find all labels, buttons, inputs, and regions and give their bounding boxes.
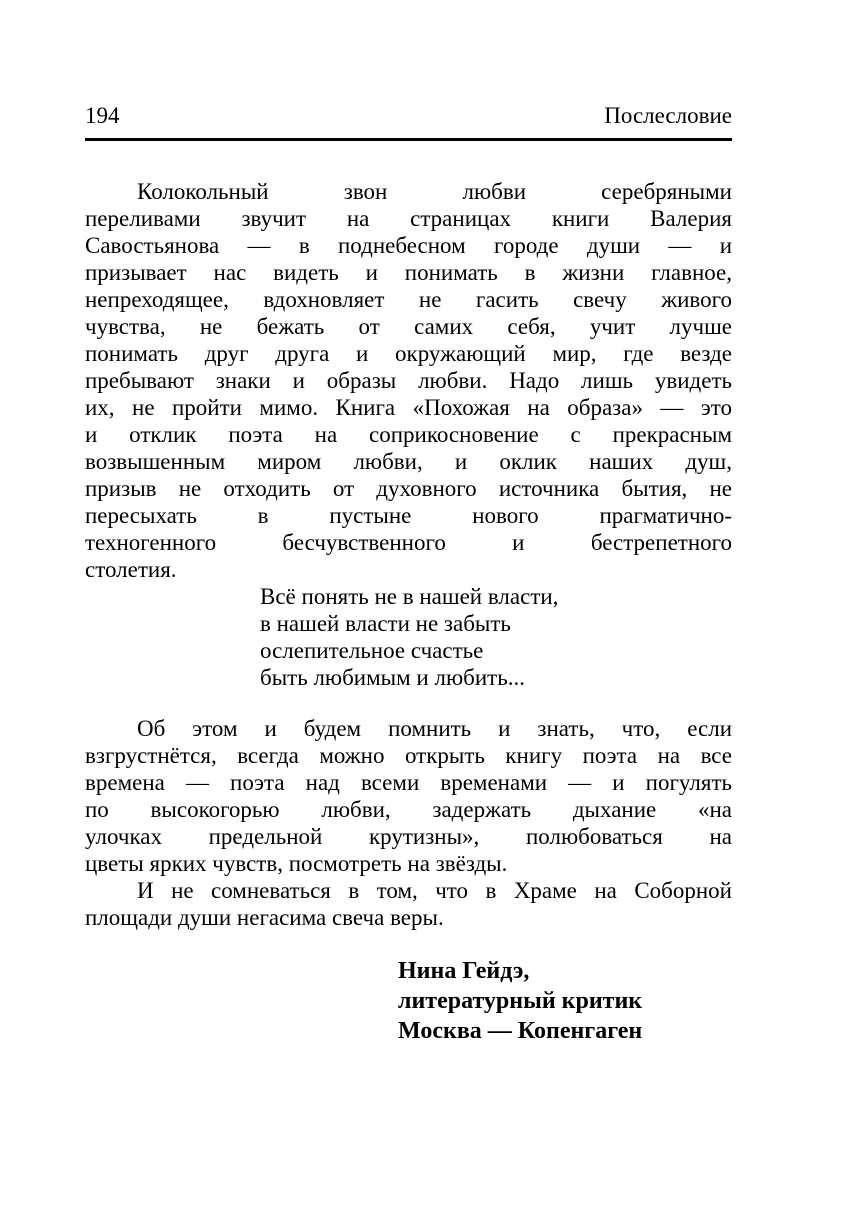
- text-line: быть любимым и любить...: [260, 665, 525, 690]
- text-line: Москва — Копенгаген: [398, 1018, 643, 1044]
- text-line: литературный критик: [398, 988, 643, 1014]
- text-line: призыв не отходить от духовного источника бытия, не: [85, 476, 732, 501]
- text-line: возвышенным миром любви, и оклик наших душ,: [85, 449, 732, 474]
- text-line: Всё понять не в нашей власти,: [260, 584, 559, 609]
- text-line: времена — поэта над всеми временами — и погулять: [85, 770, 732, 795]
- section-title: Послесловие: [604, 103, 732, 128]
- text-line: в нашей власти не забыть: [260, 611, 511, 636]
- running-head: [85, 103, 732, 141]
- text-line: чувства, не бежать от самих себя, учит лучше: [85, 314, 732, 339]
- text-line: И не сомневаться в том, что в Храме на Соборной: [137, 878, 732, 903]
- text-line: Колокольный звон любви серебряными: [137, 179, 732, 204]
- text-line: ослепительное счастье: [260, 638, 484, 663]
- poem-quote: [260, 583, 732, 691]
- text-line: и отклик поэта на соприкосновение с прекрасным: [85, 422, 732, 447]
- paragraph-closing: [85, 877, 732, 931]
- paragraph-opening: [85, 178, 732, 583]
- page-number: 194: [85, 103, 120, 128]
- text-line: понимать друг друга и окружающий мир, где везде: [85, 341, 732, 366]
- text-line: площади души негасима свеча веры.: [85, 905, 444, 930]
- text-line: Об этом и будем помнить и знать, что, если: [137, 716, 732, 741]
- text-line: Савостьянова — в поднебесном городе души — и: [85, 233, 732, 258]
- text-line: техногенного бесчувственного и бестрепетного: [85, 530, 732, 555]
- text-line: непреходящее, вдохновляет не гасить свечу живого: [85, 287, 732, 312]
- text-line: пребывают знаки и образы любви. Надо лишь увидеть: [85, 368, 732, 393]
- page-content: [85, 103, 732, 1046]
- text-line: по высокогорью любви, задержать дыхание «на: [85, 797, 732, 822]
- text-line: пересыхать в пустыне нового прагматично-: [85, 503, 732, 528]
- author-signature: [398, 956, 732, 1046]
- text-line: Нина Гейдэ,: [398, 958, 530, 984]
- text-line: переливами звучит на страницах книги Валерия: [85, 206, 732, 231]
- text-line: призывает нас видеть и понимать в жизни главное,: [85, 260, 732, 285]
- text-line: улочках предельной крутизны», полюбоваться на: [85, 824, 732, 849]
- text-line: цветы ярких чувств, посмотреть на звёзды.: [85, 851, 508, 876]
- text-line: столетия.: [85, 557, 177, 582]
- paragraph-remember: [85, 715, 732, 877]
- text-line: их, не пройти мимо. Книга «Похожая на образа» — это: [85, 395, 732, 420]
- text-line: взгрустнётся, всегда можно открыть книгу поэта на все: [85, 743, 732, 768]
